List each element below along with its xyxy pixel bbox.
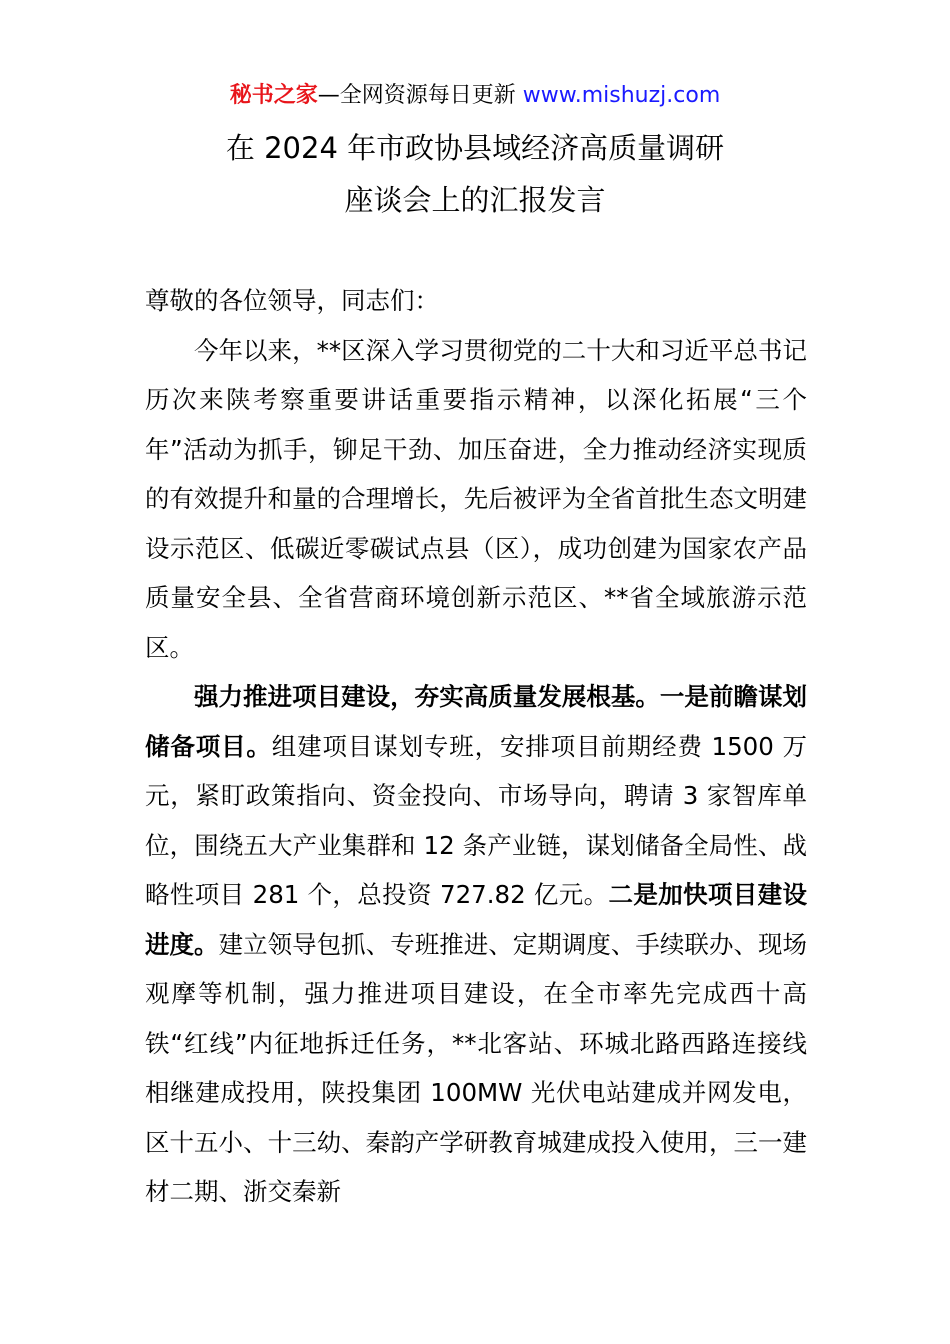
site-banner xyxy=(0,80,950,112)
paragraph-intro: 今年以来，**区深入学习贯彻党的二十大和习近平总书记历次来陕考察重要讲话重要指示精神，以深化拓展“三个年”活动为抓手，铆足干劲、加压奋进，全力推动经济实现质的有效提升和量的合理增长，先后被评为全省首批生态文明建设示范区、低碳近零碳试点县（区），成功创建为国家农产品质量安全县、全省营商环境创新示范区、**省全域旅游示范区。 xyxy=(145,335,807,662)
paragraph-projects xyxy=(145,672,807,1217)
brand-name: 秘书之家 xyxy=(229,83,318,108)
banner-tagline: —全网资源每日更新 xyxy=(317,83,523,108)
paragraph-heading: 强力推进项目建设，夯实高质量发展根基。一是前瞻谋划储备项目。 xyxy=(145,682,807,761)
paragraph-text: 组建项目谋划专班，安排项目前期经费 1500 万元，紧盯政策指向、资金投向、市场导向，聘请 3 家智库单位，围绕五大产业集群和 12 条产业链，谋划储备全局性、战略性项目 281 个，总投资 727.82 亿元。 xyxy=(145,731,807,909)
document-title-line-2: 座谈会上的汇报发言 xyxy=(344,183,606,217)
document-title-line-1: 在 2024 年市政协县域经济高质量调研 xyxy=(225,131,725,165)
document-body xyxy=(145,276,807,1217)
salutation: 尊敬的各位领导，同志们： xyxy=(145,286,439,315)
site-url-link[interactable]: www.mishuzj.com xyxy=(522,83,721,108)
paragraph-text-2: 建立领导包抓、专班推进、定期调度、手续联办、现场观摩等机制，强力推进项目建设，在全市率先完成西十高铁“红线”内征地拆迁任务，**北客站、环城北路西路连接线相继建成投用，陕投集团 100MW 光伏电站建成并网发电，区十五小、十三幼、秦韵产学研教育城建成投入使用，三一建材二期、浙交秦新 xyxy=(145,929,808,1206)
paragraph-subheading: 二是加快项目建设进度。 xyxy=(145,880,808,959)
